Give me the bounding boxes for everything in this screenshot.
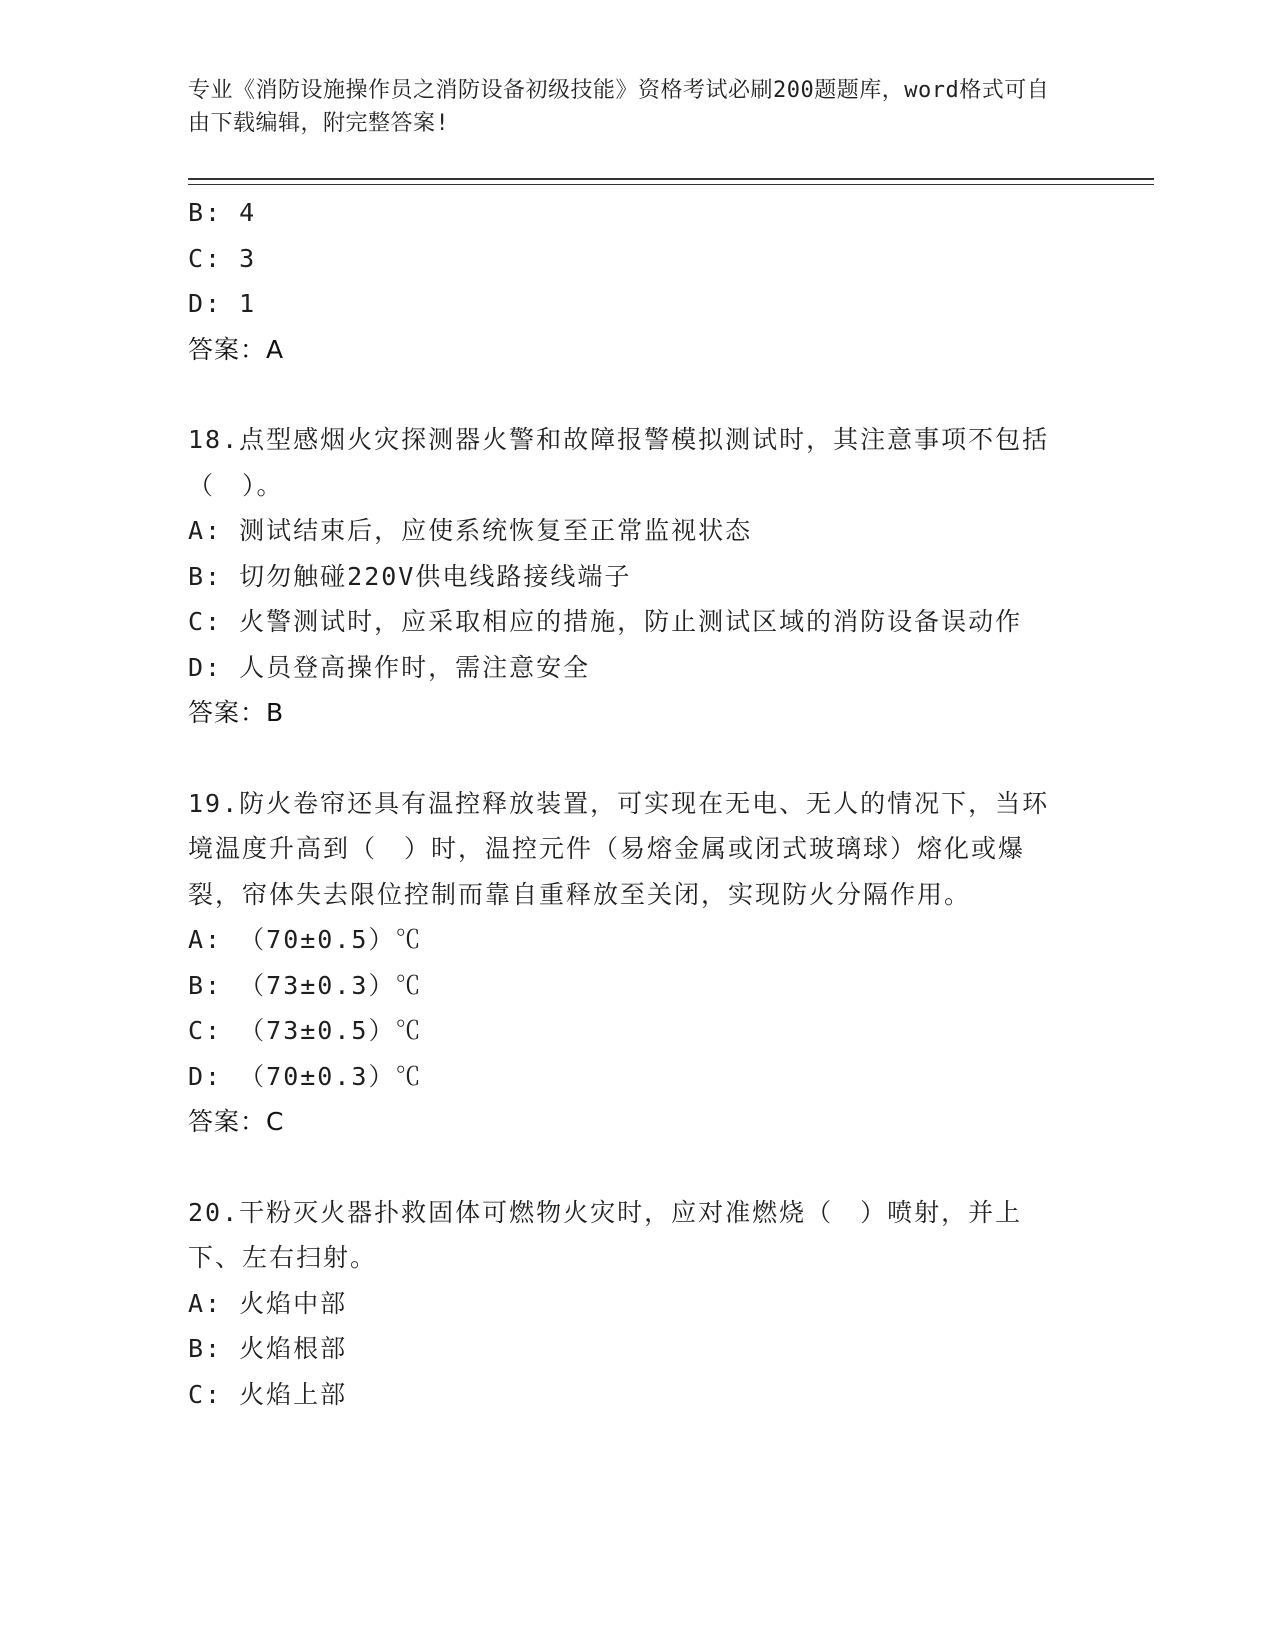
- option-line: B: 4: [188, 198, 257, 227]
- option-line: D: 人员登高操作时，需注意安全: [188, 652, 591, 682]
- header-rule-secondary: [188, 184, 1154, 185]
- option-line: D: 1: [188, 289, 257, 318]
- option-line: C: 3: [188, 243, 257, 273]
- option-line: A: 测试结束后，应使系统恢复至正常监视状态: [188, 516, 753, 545]
- option-line: C: 火警测试时，应采取相应的措施，防止测试区域的消防设备误动作: [188, 607, 1023, 636]
- question-text: 20.干粉灭火器扑救固体可燃物火灾时，应对准燃烧（ ）喷射，并上下、左右扫射。: [188, 1197, 1023, 1272]
- answer-line: 答案：A: [188, 334, 285, 364]
- option-line: C: （73±0.5）℃: [188, 1016, 423, 1045]
- option-line: B: 切勿触碰220V供电线路接线端子: [188, 561, 632, 591]
- option-line: C: 火焰上部: [188, 1379, 348, 1409]
- question-content: [188, 190, 1088, 1417]
- option-line: B: 火焰根部: [188, 1334, 348, 1363]
- question-text: 18.点型感烟火灾探测器火警和故障报警模拟测试时，其注意事项不包括（ ）。: [188, 425, 1050, 500]
- answer-line: 答案：C: [188, 1107, 285, 1136]
- page-header: 专业《消防设施操作员之消防设备初级技能》资格考试必刷200题题库，word格式可自由下载编辑，附完整答案!: [188, 78, 1050, 136]
- option-line: D: （70±0.3）℃: [188, 1061, 423, 1091]
- option-line: A: （70±0.5）℃: [188, 925, 423, 954]
- option-line: A: 火焰中部: [188, 1288, 348, 1318]
- header-rule: [188, 178, 1154, 180]
- option-line: B: （73±0.3）℃: [188, 970, 423, 1000]
- answer-line: 答案：B: [188, 698, 285, 727]
- question-text: 19.防火卷帘还具有温控释放装置，可实现在无电、无人的情况下，当环境温度升高到（ ）时，温控元件（易熔金属或闭式玻璃球）熔化或爆裂，帘体失去限位控制而靠自重释放至关闭，实现防火分隔作用。: [188, 788, 1050, 909]
